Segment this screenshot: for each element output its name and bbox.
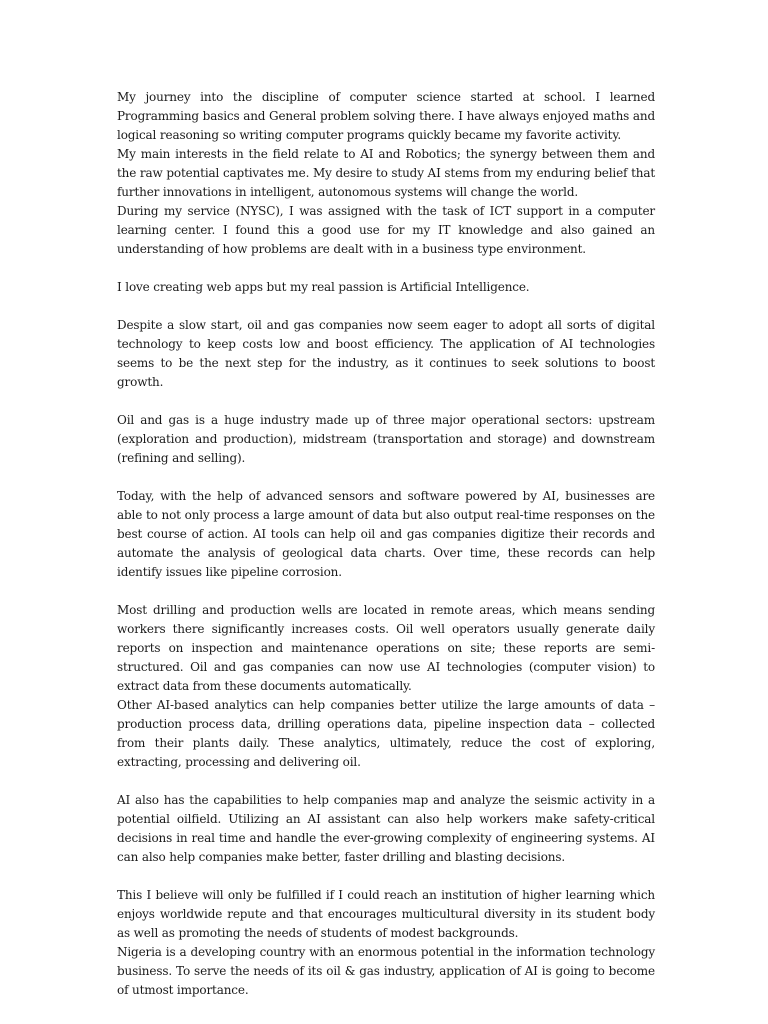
paragraph-service: During my service (NYSC), I was assigned with the task of ICT support in a computer learning center. I found this a good use for my IT knowledge and also gained an understanding of how problems are dealt with in a business type environment. <box>117 204 655 256</box>
paragraph-institution: This I believe will only be fulfilled if I could reach an institution of higher learning which enjoys worldwide repute and that encourages multicultural diversity in its student body as well as promoting the needs of students of modest backgrounds. <box>117 888 655 940</box>
paragraph-interests: My main interests in the field relate to AI and Robotics; the synergy between them and the raw potential captivates me. My desire to study AI stems from my enduring belief that further innovations in intelligent, autonomous systems will change the world. <box>117 147 655 199</box>
paragraph-digital-technology: Despite a slow start, oil and gas companies now seem eager to adopt all sorts of digital technology to keep costs low and boost efficiency. The application of AI technologies seems to be the next step for the industry, as it continues to seek solutions to boost growth. <box>117 318 655 389</box>
document-body <box>117 88 655 1000</box>
paragraph-seismic: AI also has the capabilities to help companies map and analyze the seismic activity in a potential oilfield. Utilizing an AI assistant can also help workers make safety-critical decisions in real time and handle the ever-growing complexity of engineering systems. AI can also help companies make better, faster drilling and blasting decisions. <box>117 793 655 864</box>
paragraph-remote-wells: Most drilling and production wells are located in remote areas, which means sending workers there significantly increases costs. Oil well operators usually generate daily reports on inspection and maintenance operations on site; these reports are semi-structured. Oil and gas companies can now use AI technologies (computer vision) to extract data from these documents automatically. <box>117 603 655 693</box>
paragraph-passion: I love creating web apps but my real passion is Artificial Intelligence. <box>117 280 530 294</box>
paragraph-analytics: Other AI-based analytics can help companies better utilize the large amounts of data – production process data, drilling operations data, pipeline inspection data – collected from their plants daily. These analytics, ultimately, reduce the cost of exploring, extracting, processing and delivering oil. <box>117 698 655 769</box>
paragraph-nigeria: Nigeria is a developing country with an enormous potential in the information technology business. To serve the needs of its oil & gas industry, application of AI is going to become of utmost importance. <box>117 945 655 997</box>
paragraph-oil-gas-sectors: Oil and gas is a huge industry made up of three major operational sectors: upstream (exploration and production), midstream (transportation and storage) and downstream (refining and selling). <box>117 413 655 465</box>
paragraph-ai-sensors: Today, with the help of advanced sensors and software powered by AI, businesses are able to not only process a large amount of data but also output real-time responses on the best course of action. AI tools can help oil and gas companies digitize their records and automate the analysis of geological data charts. Over time, these records can help identify issues like pipeline corrosion. <box>117 489 655 579</box>
paragraph-journey: My journey into the discipline of computer science started at school. I learned Programming basics and General problem solving there. I have always enjoyed maths and logical reasoning so writing computer programs quickly became my favorite activity. <box>117 90 655 142</box>
